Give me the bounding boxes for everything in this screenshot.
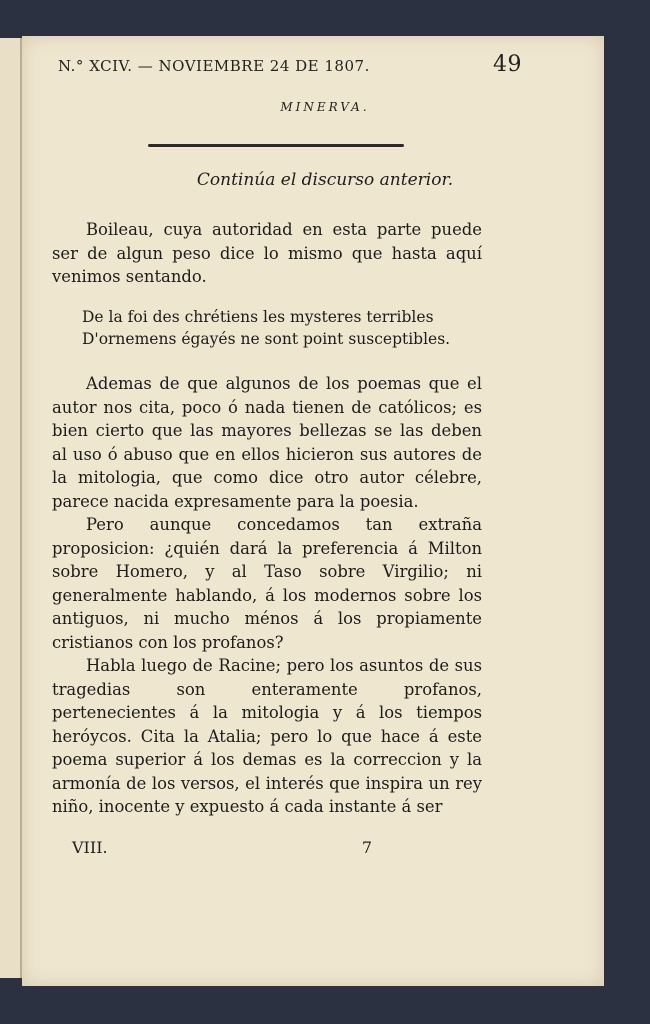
verse-line: D'ornemens égayés ne sont point susceptibles. [82,330,451,348]
paragraph-text: Boileau, cuya autoridad en esta parte puede ser de algun peso dice lo mismo que hasta aquí venimos sentando. [52,220,482,286]
paragraph-text: Habla luego de Racine; pero los asuntos de sus tragedias son enteramente profanos, pertenecientes á la mitologia y á los tiempos heróycos. Cita la Atalia; pero lo que hace á este poema superior á los demas es la correccion y la armonía de los versos, el interés que inspira un rey niño, inocente y expuesto á cada instante á ser [52,656,482,816]
decorative-rule [148,144,404,147]
verse-line: De la foi des chrétiens les mysteres terribles [82,308,434,326]
volume-mark: VIII. [72,838,108,857]
body-text [52,372,482,819]
paragraph-text: Ademas de que algunos de los poemas que el autor nos cita, poco ó nada tienen de católicos; es bien cierto que las mayores bellezas se las deben al uso ó abuso que en ellos hicieron sus autores de la mitologia, que como dice otro autor célebre, parece nacida expresamente para la poesia. [52,374,482,511]
issue-line: N.° XCIV. — NOVIEMBRE 24 DE 1807. [58,57,370,75]
section-title: Continúa el discurso anterior. [196,170,454,190]
page-number: 49 [493,52,522,77]
signature-mark: 7 [361,838,372,857]
verse-quote [82,306,482,350]
body-paragraph [52,218,482,289]
paragraph-text: Pero aunque concedamos tan extraña proposicion: ¿quién dará la preferencia á Milton sobre Homero, y al Taso sobre Virgilio; ni generalmente hablando, á los modernos sobre los antiguos, ni mucho ménos á los propiamente cristianos con los profanos? [52,515,482,652]
running-header [58,52,522,77]
page-footer [72,838,372,857]
masthead: MINERVA. [280,100,370,114]
